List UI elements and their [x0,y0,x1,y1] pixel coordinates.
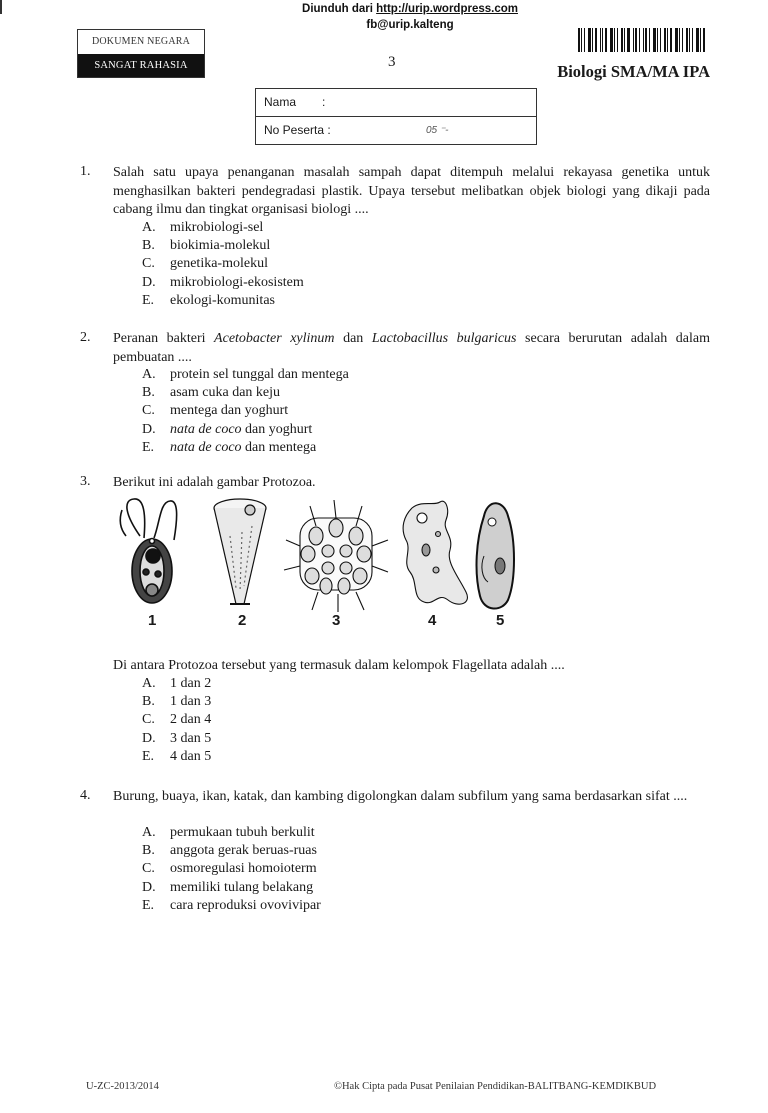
option-text: genetika-molekul [170,256,268,272]
figure-label-2: 2 [238,612,247,629]
barcode-bar [624,28,625,52]
option-letter: C. [142,712,155,728]
option-c[interactable] [142,711,211,729]
option-text: 1 dan 2 [170,676,212,691]
option-e[interactable] [142,748,211,766]
option-text: cara reproduksi ovovivipar [170,897,321,913]
option-text: dan mentega [241,439,317,455]
text-run: dan [334,331,372,346]
barcode-bar [600,28,601,52]
option-b[interactable] [142,693,211,711]
barcode-bar [592,28,593,52]
species-name: Lactobacillus bulgaricus [371,331,517,346]
barcode-bar [617,28,618,52]
barcode-bar [578,28,580,52]
barcode-bar [689,28,690,52]
protozoa-1-icon [120,499,176,603]
question-2-text [113,330,710,367]
option-text: 2 dan 4 [170,712,212,728]
scan-edge-mark [0,0,2,14]
option-text: ekologi-komunitas [170,292,275,308]
option-letter: C. [142,861,155,877]
name-label: Nama [264,95,297,109]
classification-box [77,29,205,78]
option-a[interactable] [142,824,321,842]
option-text: permukaan tubuh berkulit [170,825,315,840]
option-text: mentega dan yoghurt [170,403,289,419]
option-letter: C. [142,403,155,419]
protozoa-3-icon [284,500,388,612]
barcode-bar [692,28,693,52]
option-letter: E. [142,897,155,913]
question-1-options [142,219,304,310]
barcode-bar [605,28,607,52]
barcode-bar [645,28,647,52]
option-text: mikrobiologi-sel [170,220,264,235]
barcode-bar [639,28,640,52]
question-3-text: Berikut ini adalah gambar Protozoa. [113,475,316,490]
question-4-number: 4. [80,788,91,803]
option-d[interactable] [142,421,349,439]
protozoa-5-icon [477,503,514,608]
barcode-bar [686,28,688,52]
question-2-options [142,366,349,457]
identity-table [255,88,537,145]
barcode-icon [578,28,708,52]
option-d[interactable] [142,730,211,748]
option-letter: D. [142,730,156,746]
option-text: asam cuka dan keju [170,385,281,401]
question-4-options [142,824,321,915]
barcode-bar [675,28,678,52]
option-e[interactable] [142,897,321,915]
classification-bottom: SANGAT RAHASIA [78,54,204,77]
option-letter: E. [142,292,155,308]
footer-copyright: ©Hak Cipta pada Pusat Penilaian Pendidikan-BALITBANG-KEMDIKBUD [334,1081,657,1092]
watermark-link[interactable]: http://urip.wordpress.com [376,3,518,15]
name-colon: : [322,95,326,109]
option-letter: E. [142,439,155,455]
barcode-bar [635,28,637,52]
barcode-bar [595,28,597,52]
option-text: memiliki tulang belakang [170,879,314,895]
barcode-bar [649,28,650,52]
option-text: protein sel tunggal dan mentega [170,367,349,382]
question-4-text: Burung, buaya, ikan, katak, dan kambing digolongkan dalam subfilum yang sama berdasarkan sifat .... [113,789,688,804]
option-letter: C. [142,256,155,272]
option-text: biokimia-molekul [170,238,271,254]
option-letter: A. [142,220,156,235]
protozoa-figure [112,496,522,636]
option-a[interactable] [142,219,304,237]
question-1-text: Salah satu upaya penanganan masalah sampah dapat ditempuh melalui rekayasa genetika untuk menghasilkan bakteri pendegradasi plastik. Upaya tersebut melibatkan objek biologi yang dikaji pada cabang ilmu dan tingkat organisasi biologi .... [113,165,710,217]
option-c[interactable] [142,255,304,273]
option-text: mikrobiologi-ekosistem [170,274,304,290]
option-letter: D. [142,879,156,895]
option-letter: B. [142,694,155,710]
option-letter: B. [142,238,155,254]
option-b[interactable] [142,842,321,860]
option-italic: nata de coco [170,439,242,455]
text-run: secara berurutan adalah dalam pembuatan .... [113,331,710,365]
text-run: Peranan bakteri [113,331,215,346]
figure-label-3: 3 [332,612,341,629]
barcode-bar [588,28,591,52]
barcode-bar [627,28,630,52]
barcode-bar [614,28,615,52]
barcode-bar [610,28,613,52]
option-a[interactable] [142,675,211,693]
participant-label: No Peserta : [264,123,331,137]
figure-label-1: 1 [148,612,157,629]
option-e[interactable] [142,292,304,310]
option-a[interactable] [142,366,349,384]
barcode-bar [602,28,603,52]
footer-code: U-ZC-2013/2014 [86,1081,159,1092]
barcode-bar [670,28,672,52]
option-text: 1 dan 3 [170,694,212,710]
option-text: 4 dan 5 [170,748,212,764]
barcode-bar [633,28,634,52]
option-text: dan yoghurt [241,421,313,437]
option-letter: D. [142,421,156,437]
option-letter: B. [142,385,155,401]
option-italic: nata de coco [170,421,242,437]
question-3-stem: Di antara Protozoa tersebut yang termasuk dalam kelompok Flagellata adalah .... [113,658,565,673]
option-letter: A. [142,676,156,691]
option-text: anggota gerak beruas-ruas [170,843,317,859]
option-d[interactable] [142,274,304,292]
option-text: 3 dan 5 [170,730,212,746]
page-number: 3 [388,54,396,70]
question-3-number: 3. [80,474,91,489]
protozoa-2-icon [214,499,266,604]
option-letter: D. [142,274,156,290]
question-3-options [142,675,211,766]
option-text: osmoregulasi homoioterm [170,861,317,877]
barcode-bar [653,28,656,52]
name-row [256,89,536,116]
participant-row [256,116,536,144]
question-2-number: 2. [80,330,91,345]
watermark-source [0,3,768,15]
question-1-number: 1. [80,164,91,179]
option-c[interactable] [142,860,321,878]
option-c[interactable] [142,402,349,420]
barcode-bar [700,28,701,52]
barcode-bar [660,28,661,52]
participant-value[interactable]: 05 ⁻- [426,125,449,136]
barcode-bar [667,28,668,52]
option-letter: A. [142,367,156,382]
barcode-bar [643,28,644,52]
classification-top: DOKUMEN NEGARA [91,36,191,47]
option-b[interactable] [142,384,349,402]
option-d[interactable] [142,879,321,897]
subject-title: Biologi SMA/MA IPA [557,62,710,81]
watermark-facebook: fb@urip.kalteng [366,19,454,31]
barcode-bar [581,28,582,52]
option-letter: A. [142,825,156,840]
barcode-bar [621,28,623,52]
option-b[interactable] [142,237,304,255]
option-letter: B. [142,843,155,859]
protozoa-illustrations-icon [112,496,522,616]
barcode-bar [584,28,585,52]
barcode-bar [696,28,699,52]
option-e[interactable] [142,439,349,457]
figure-label-5: 5 [496,612,505,629]
barcode-bar [679,28,680,52]
species-name: Acetobacter xylinum [214,331,335,346]
protozoa-4-icon [403,501,467,604]
barcode-bar [657,28,658,52]
barcode-bar [703,28,705,52]
watermark-prefix: Diunduh dari [302,3,377,15]
figure-label-4: 4 [428,612,437,629]
barcode-bar [664,28,666,52]
option-letter: E. [142,748,155,764]
barcode-bar [682,28,683,52]
